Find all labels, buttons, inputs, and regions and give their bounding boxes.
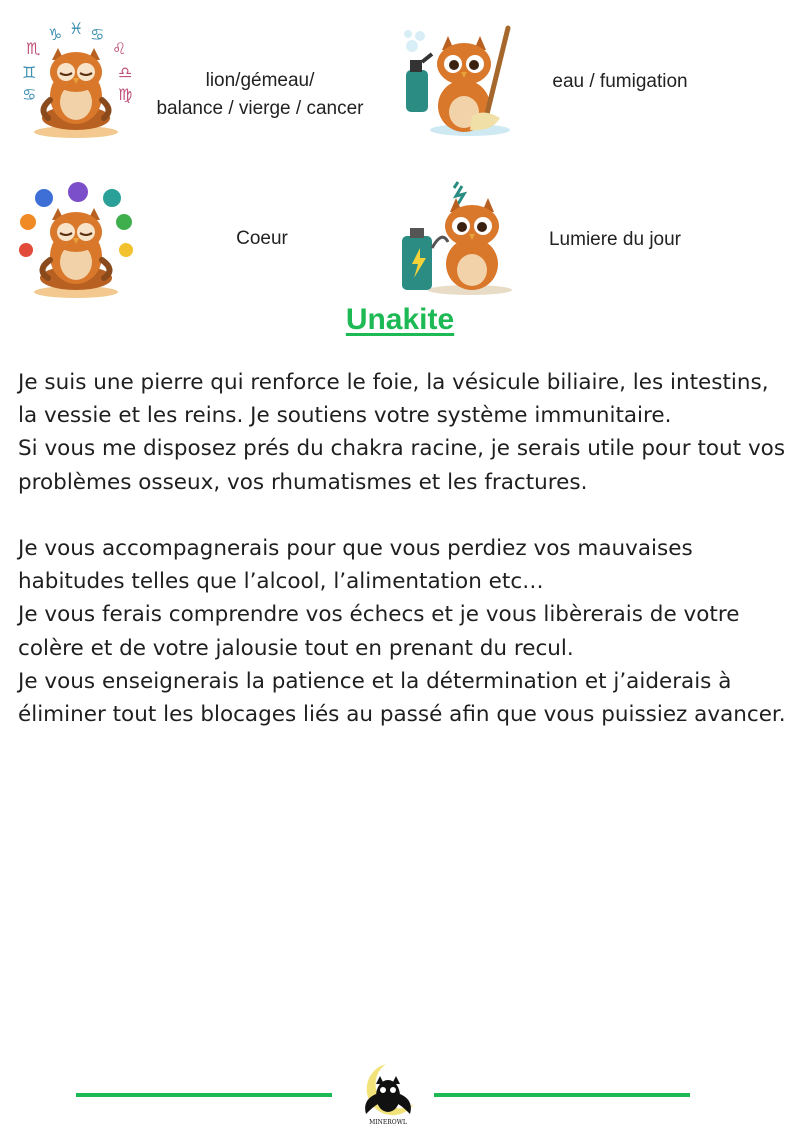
paragraph-3: Je vous accompagnerais pour que vous perdiez vos mauvaises habitudes telles que l’alcool, l’alimentation etc… [18, 536, 693, 595]
paragraph-gap [18, 499, 788, 532]
page-title: Unakite [345, 303, 455, 336]
zodiac-line-2: balance / vierge / cancer [156, 98, 364, 119]
svg-text:♌: ♌ [112, 39, 127, 58]
zodiac-signs-text [140, 67, 380, 123]
recharge-text: Lumiere du jour [548, 229, 682, 250]
meditating-owl-zodiac-icon [14, 18, 134, 140]
logo-text: MINEROWL [369, 1119, 407, 1126]
paragraph-4: Je vous ferais comprendre vos échecs et je vous libèrerais de votre colère et de votre jalousie tout en prenant du recul. [18, 602, 740, 661]
svg-text:♋: ♋ [22, 85, 37, 104]
svg-text:♊: ♊ [22, 63, 37, 82]
meditating-owl-chakras-icon [14, 178, 138, 300]
footer-line-left [76, 1093, 332, 1097]
svg-text:♋: ♋ [90, 25, 105, 44]
paragraph-1: Je suis une pierre qui renforce le foie, la vésicule biliaire, les intestins, la vessie et les reins. Je soutiens votre système immunitaire. [18, 370, 769, 429]
description [18, 366, 788, 731]
owl-battery-charging-icon [398, 178, 520, 298]
zodiac-line-1: lion/gémeau/ [205, 70, 315, 91]
svg-text:♑: ♑ [48, 25, 63, 44]
footer-line-right [434, 1093, 690, 1097]
owl-cleaning-spray-icon [400, 20, 520, 140]
paragraph-2: Si vous me disposez prés du chakra racine, je serais utile pour tout vos problèmes osseux, vos rhumatismes et les fractures. [18, 436, 786, 495]
svg-text:♎: ♎ [118, 63, 133, 82]
chakra-text: Coeur [236, 228, 288, 249]
paragraph-5: Je vous enseignerais la patience et la détermination et j’aiderais à éliminer tout les blocages liés au passé afin que vous puissiez avancer. [18, 668, 786, 728]
svg-text:♍: ♍ [118, 85, 133, 104]
owl-moon-logo-icon [356, 1058, 420, 1128]
cleansing-text: eau / fumigation [552, 71, 688, 92]
svg-text:♏: ♏ [26, 39, 41, 58]
svg-text:♓: ♓ [69, 19, 84, 38]
